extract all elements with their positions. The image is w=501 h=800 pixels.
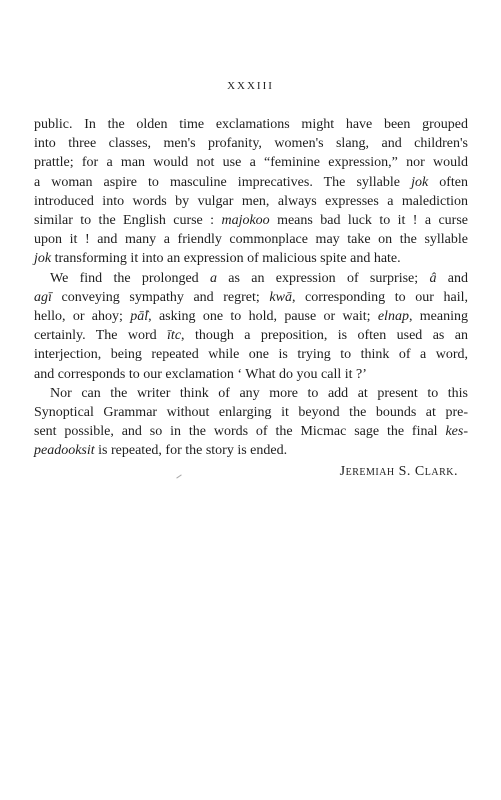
text-line — [34, 269, 468, 288]
text-run: We find the prolonged — [50, 270, 210, 286]
italic-term: peadooksit — [34, 443, 95, 459]
italic-term: a — [209, 270, 217, 286]
text-run: certainly. The word — [34, 328, 168, 344]
italic-term: jok — [34, 251, 52, 267]
text-line — [34, 307, 468, 326]
paragraph — [34, 384, 468, 461]
text-run: is repeated, for the story is ended. — [94, 443, 288, 459]
text-run: sent possible, and so in the words of the Micmac sage the final — [34, 424, 446, 440]
text-line — [34, 115, 468, 134]
text-run: prattle; for a man would not use a “feminine expression,” nor would — [34, 155, 468, 171]
text-line — [34, 326, 468, 345]
text-run: , meaning — [408, 309, 468, 325]
text-run: and corresponds to our exclamation ‘ What do you call it ?’ — [34, 366, 367, 382]
text-run: Synoptical Grammar without enlarging it beyond the bounds at pre- — [34, 405, 468, 421]
text-run: a woman aspire to masculine imprecatives. The syllable — [34, 174, 412, 190]
body-text — [34, 115, 468, 481]
paragraph — [34, 269, 468, 384]
text-run: introduced into words by vulgar men, always expresses a malediction — [34, 193, 468, 209]
author-signature: Jeremiah S. Clark. — [339, 463, 458, 479]
paragraph — [34, 115, 468, 269]
text-run: often — [428, 174, 468, 190]
italic-term: â — [429, 270, 437, 286]
text-line — [34, 192, 468, 211]
text-line — [34, 153, 468, 172]
italic-term: jok — [411, 174, 429, 190]
text-line — [34, 134, 468, 153]
text-run: transforming it into an expression of malicious spite and hate. — [51, 251, 401, 267]
text-line — [34, 403, 468, 422]
text-line — [34, 211, 468, 230]
text-run: , corresponding to our hail, — [291, 289, 468, 305]
text-line — [34, 230, 468, 249]
text-line — [34, 422, 468, 441]
text-run: as an expression of surprise; — [216, 270, 430, 286]
text-run: means bad luck to it ! a curse — [269, 213, 468, 229]
italic-term: pā̂l — [130, 309, 149, 325]
page-number: XXXIII — [227, 80, 274, 92]
text-run: upon it ! and many a friendly commonplace may take on the syllable — [34, 232, 468, 248]
text-run: Nor can the writer think of any more to add at present to this — [50, 385, 468, 401]
text-run: , though a preposition, is often used as an — [181, 328, 468, 344]
italic-term: ītc — [167, 328, 182, 344]
italic-term: agī — [34, 289, 52, 305]
text-line — [34, 441, 468, 460]
text-line — [34, 365, 468, 384]
text-run: , asking one to hold, pause or wait; — [148, 309, 378, 325]
text-run: and — [436, 270, 468, 286]
text-line — [34, 249, 468, 268]
text-line — [34, 384, 468, 403]
text-run: into three classes, men's profanity, women's slang, and children's — [34, 136, 468, 152]
text-line — [34, 173, 468, 192]
text-run: conveying sympathy and regret; — [51, 289, 270, 305]
italic-term: majokoo — [221, 213, 270, 229]
text-run: similar to the English curse : — [34, 213, 222, 229]
italic-term: elnap — [377, 309, 409, 325]
text-run: hello, or ahoy; — [34, 309, 131, 325]
text-line — [34, 288, 468, 307]
italic-term: kwā — [269, 289, 292, 305]
text-run: interjection, being repeated while one is trying to think of a word, — [34, 347, 468, 363]
italic-term: kes- — [445, 424, 468, 440]
text-line — [34, 345, 468, 364]
text-run: public. In the olden time exclamations might have been grouped — [34, 117, 468, 132]
